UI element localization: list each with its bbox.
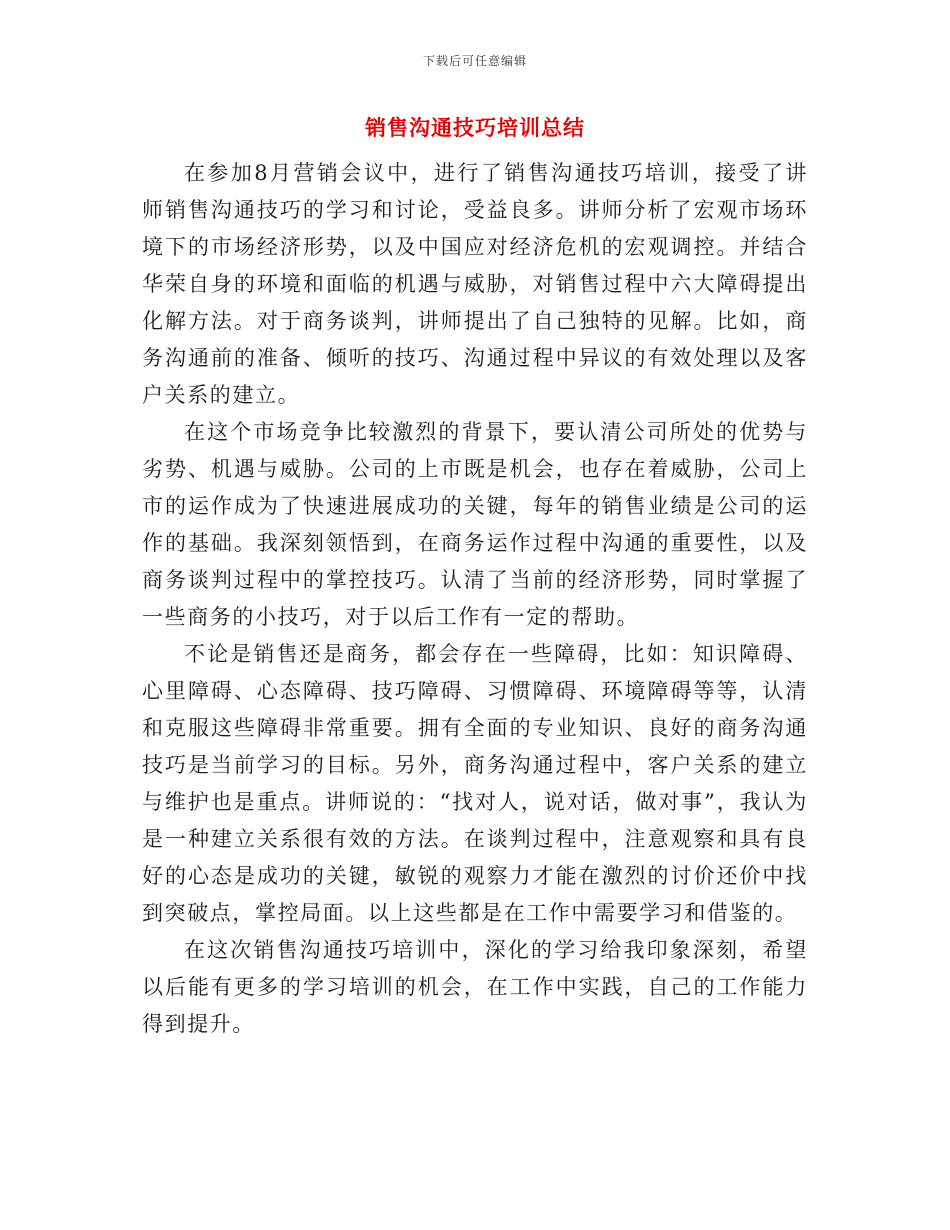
paragraph-2: 在这个市场竞争比较激烈的背景下，要认清公司所处的优势与劣势、机遇与威胁。公司的上市既是机会，也存在着威胁，公司上市的运作成为了快速进展成功的关键，每年的销售业绩是公司的运作的基础。我深刻领悟到，在商务运作过程中沟通的重要性，以及商务谈判过程中的掌控技巧。认清了当前的经济形势，同时掌握了一些商务的小技巧，对于以后工作有一定的帮助。 — [142, 420, 808, 629]
document-title: 销售沟通技巧培训总结 — [365, 115, 585, 140]
paragraph-1: 在参加8月营销会议中，进行了销售沟通技巧培训，接受了讲师销售沟通技巧的学习和讨论，受益良多。讲师分析了宏观市场环境下的市场经济形势，以及中国应对经济危机的宏观调控。并结合华荣自身的环境和面临的机遇与威胁，对销售过程中六大障碍提出化解方法。对于商务谈判，讲师提出了自己独特的见解。比如，商务沟通前的准备、倾听的技巧、沟通过程中异议的有效处理以及客户关系的建立。 — [142, 161, 808, 407]
paragraph-3: 不论是销售还是商务，都会存在一些障碍，比如：知识障碍、心里障碍、心态障碍、技巧障碍、习惯障碍、环境障碍等等，认清和克服这些障碍非常重要。拥有全面的专业知识、良好的商务沟通技巧是当前学习的目标。另外，商务沟通过程中，客户关系的建立与维护也是重点。讲师说的：“找对人，说对话，做对事”，我认为是一种建立关系很有效的方法。在谈判过程中，注意观察和具有良好的心态是成功的关键，敏锐的观察力才能在激烈的讨价还价中找到突破点，掌控局面。以上这些都是在工作中需要学习和借鉴的。 — [142, 642, 808, 925]
document-body — [142, 155, 808, 1043]
paragraph-4: 在这次销售沟通技巧培训中，深化的学习给我印象深刻，希望以后能有更多的学习培训的机会，在工作中实践，自己的工作能力得到提升。 — [142, 938, 808, 1036]
page-header-note: 下载后可任意编辑 — [422, 54, 527, 68]
